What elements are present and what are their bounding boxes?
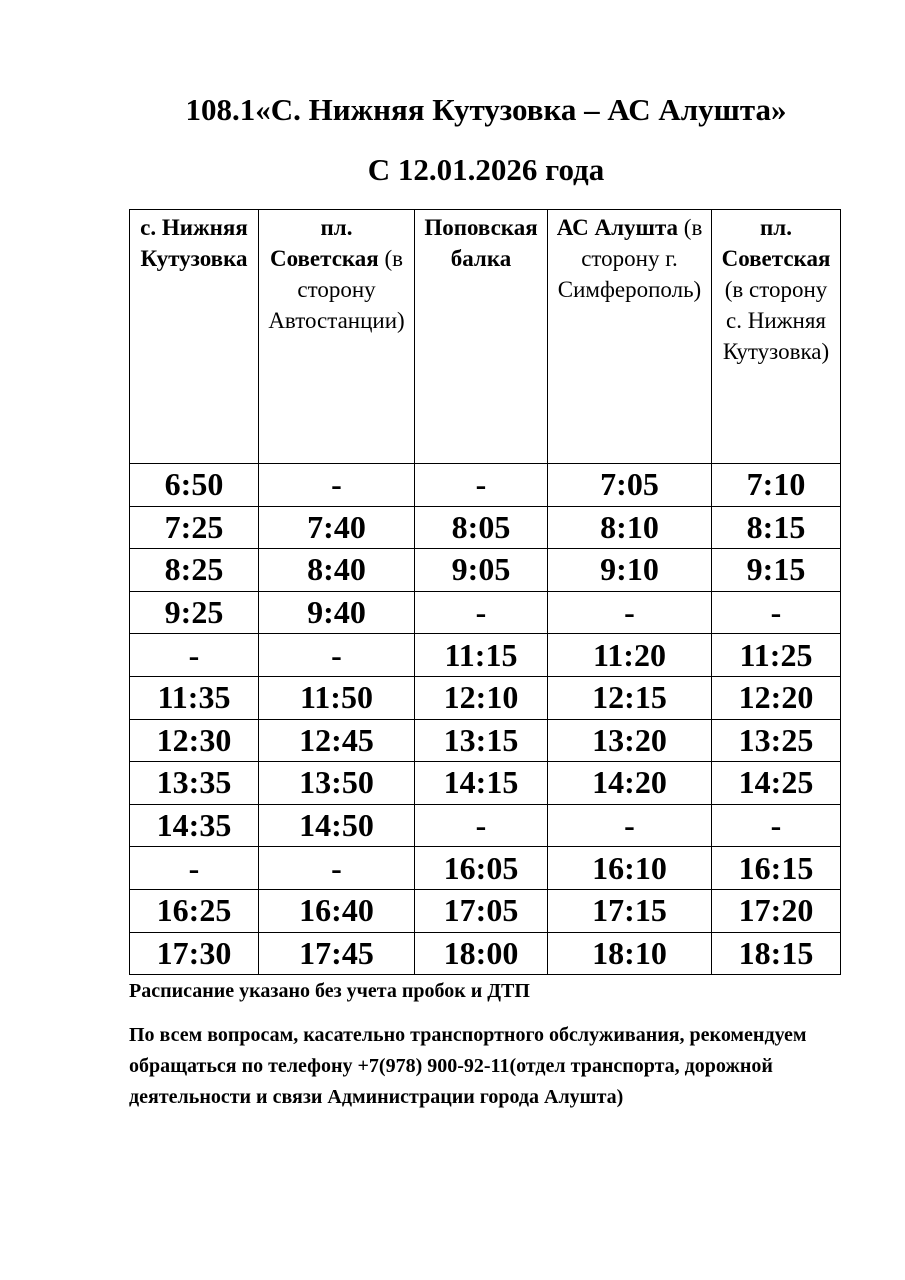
time-cell: 16:40 bbox=[259, 889, 415, 932]
time-cell: 11:25 bbox=[712, 634, 841, 677]
time-cell: 13:50 bbox=[259, 762, 415, 805]
time-cell: 14:20 bbox=[548, 762, 712, 805]
column-header bbox=[415, 210, 548, 464]
time-cell: - bbox=[415, 804, 548, 847]
table-row bbox=[130, 719, 841, 762]
time-cell: 8:15 bbox=[712, 506, 841, 549]
schedule-table bbox=[129, 209, 841, 975]
time-cell: - bbox=[548, 591, 712, 634]
time-cell: 11:35 bbox=[130, 676, 259, 719]
time-cell: 12:20 bbox=[712, 676, 841, 719]
time-cell: 17:15 bbox=[548, 889, 712, 932]
table-row bbox=[130, 549, 841, 592]
time-cell: 14:35 bbox=[130, 804, 259, 847]
column-header-stop: Поповская балка bbox=[424, 215, 538, 271]
time-cell: 13:35 bbox=[130, 762, 259, 805]
time-cell: - bbox=[130, 634, 259, 677]
time-cell: 8:25 bbox=[130, 549, 259, 592]
table-row bbox=[130, 634, 841, 677]
time-cell: 9:15 bbox=[712, 549, 841, 592]
time-cell: 17:30 bbox=[130, 932, 259, 975]
time-cell: 7:10 bbox=[712, 464, 841, 507]
effective-date: С 12.01.2026 года bbox=[367, 152, 605, 187]
time-cell: 9:10 bbox=[548, 549, 712, 592]
page-title: 108.1«С. Нижняя Кутузовка – АС Алушта» bbox=[185, 92, 787, 127]
contact-info: По всем вопросам, касательно транспортного обслуживания, рекомендуем обращаться по телефону +7(978) 900-92-11(отдел транспорта, дорожной деятельности и связи Администрации города Алушта) bbox=[129, 1024, 807, 1108]
time-cell: 6:50 bbox=[130, 464, 259, 507]
time-cell: - bbox=[548, 804, 712, 847]
column-header bbox=[259, 210, 415, 464]
time-cell: 14:50 bbox=[259, 804, 415, 847]
time-cell: 13:20 bbox=[548, 719, 712, 762]
time-cell: - bbox=[259, 464, 415, 507]
time-cell: 13:15 bbox=[415, 719, 548, 762]
time-cell: - bbox=[712, 804, 841, 847]
time-cell: 18:10 bbox=[548, 932, 712, 975]
table-row bbox=[130, 847, 841, 890]
time-cell: - bbox=[130, 847, 259, 890]
time-cell: - bbox=[259, 847, 415, 890]
time-cell: 14:25 bbox=[712, 762, 841, 805]
time-cell: 12:45 bbox=[259, 719, 415, 762]
table-row bbox=[130, 889, 841, 932]
table-row bbox=[130, 464, 841, 507]
time-cell: 16:05 bbox=[415, 847, 548, 890]
time-cell: 7:40 bbox=[259, 506, 415, 549]
time-cell: 17:20 bbox=[712, 889, 841, 932]
time-cell: 7:25 bbox=[130, 506, 259, 549]
time-cell: 9:25 bbox=[130, 591, 259, 634]
time-cell: 14:15 bbox=[415, 762, 548, 805]
column-header bbox=[712, 210, 841, 464]
time-cell: 16:15 bbox=[712, 847, 841, 890]
column-header-direction: (в сторону с. Нижняя Кутузовка) bbox=[722, 277, 830, 364]
table-row bbox=[130, 762, 841, 805]
column-header-stop: пл. Советская bbox=[269, 215, 379, 271]
traffic-note: Расписание указано без учета пробок и ДТП bbox=[129, 980, 530, 1002]
time-cell: 11:20 bbox=[548, 634, 712, 677]
time-cell: 8:05 bbox=[415, 506, 548, 549]
time-cell: 9:05 bbox=[415, 549, 548, 592]
time-cell: 9:40 bbox=[259, 591, 415, 634]
time-cell: 8:40 bbox=[259, 549, 415, 592]
time-cell: 18:00 bbox=[415, 932, 548, 975]
time-cell: - bbox=[415, 591, 548, 634]
time-cell: 11:50 bbox=[259, 676, 415, 719]
column-header-direction: (в сторону Автостанции) bbox=[268, 246, 405, 333]
time-cell: - bbox=[415, 464, 548, 507]
table-row bbox=[130, 506, 841, 549]
column-header bbox=[130, 210, 259, 464]
time-cell: - bbox=[712, 591, 841, 634]
time-cell: 18:15 bbox=[712, 932, 841, 975]
column-header bbox=[548, 210, 712, 464]
table-row bbox=[130, 676, 841, 719]
time-cell: 12:30 bbox=[130, 719, 259, 762]
time-cell: 12:15 bbox=[548, 676, 712, 719]
time-cell: 8:10 bbox=[548, 506, 712, 549]
time-cell: 13:25 bbox=[712, 719, 841, 762]
column-header-stop: с. Нижняя Кутузовка bbox=[140, 215, 248, 271]
table-row bbox=[130, 932, 841, 975]
column-header-stop: пл. Советская bbox=[721, 215, 831, 271]
time-cell: 16:25 bbox=[130, 889, 259, 932]
time-cell: 12:10 bbox=[415, 676, 548, 719]
header-row bbox=[130, 210, 841, 464]
time-cell: 16:10 bbox=[548, 847, 712, 890]
time-cell: 17:45 bbox=[259, 932, 415, 975]
column-header-direction: (в сторону г. Симферополь) bbox=[557, 215, 703, 302]
table-row bbox=[130, 804, 841, 847]
time-cell: 7:05 bbox=[548, 464, 712, 507]
column-header-stop: АС Алушта bbox=[556, 215, 679, 240]
time-cell: 11:15 bbox=[415, 634, 548, 677]
time-cell: - bbox=[259, 634, 415, 677]
table-row bbox=[130, 591, 841, 634]
time-cell: 17:05 bbox=[415, 889, 548, 932]
